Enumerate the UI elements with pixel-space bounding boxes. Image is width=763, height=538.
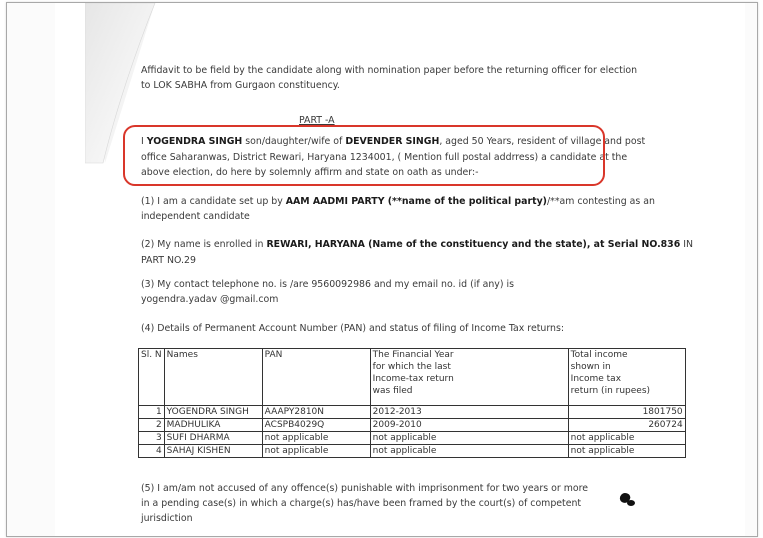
row-sl: 2 — [139, 419, 165, 432]
header-pan: PAN — [262, 349, 370, 406]
row-income: 1801750 — [568, 406, 685, 419]
pan-table — [138, 348, 686, 458]
ink-blot-icon — [627, 500, 635, 506]
row-income: not applicable — [568, 432, 685, 445]
row-pan: not applicable — [262, 432, 370, 445]
item-1-line-2: independent candidate — [141, 211, 250, 222]
table-row — [139, 445, 686, 458]
part-title: PART -A — [299, 115, 335, 126]
item-2-line-2: PART NO.29 — [141, 255, 196, 266]
header-names: Names — [164, 349, 262, 406]
item-4-line: (4) Details of Permanent Account Number (PAN) and status of filing of Income Tax returns: — [141, 323, 565, 334]
intro-line-2: to LOK SABHA from Gurgaon constituency. — [141, 80, 340, 91]
row-pan: not applicable — [262, 445, 370, 458]
row-sl: 4 — [139, 445, 165, 458]
row-name: YOGENDRA SINGH — [164, 406, 262, 419]
row-pan: ACSPB4029Q — [262, 419, 370, 432]
row-income: 260724 — [568, 419, 685, 432]
header-financial-year: The Financial Year for which the last Income-tax return was filed — [370, 349, 568, 406]
row-fy: 2012-2013 — [370, 406, 568, 419]
table-header-row — [139, 349, 686, 406]
row-fy: 2009-2010 — [370, 419, 568, 432]
item-3-line-1: (3) My contact telephone no. is /are 9560092986 and my email no. id (if any) is — [141, 279, 514, 290]
table-row — [139, 419, 686, 432]
party-name: AAM AADMI PARTY (**name of the political party) — [285, 196, 547, 207]
header-total-income: Total income shown in Income tax return (in rupees) — [568, 349, 685, 406]
candidate-name: YOGENDRA SINGH — [146, 136, 243, 147]
table-row — [139, 432, 686, 445]
item-5-line-2: in a pending case(s) in which a charge(s) has/have been framed by the court(s) of competent — [141, 498, 582, 509]
declaration-line-3: above election, do here by solemnly affirm and state on oath as under:- — [141, 167, 479, 178]
row-name: SUFI DHARMA — [164, 432, 262, 445]
highlight-box — [123, 125, 605, 186]
item-3-line-2: yogendra.yadav @gmail.com — [141, 294, 279, 305]
declaration-line-1: I YOGENDRA SINGH son/daughter/wife of DEVENDER SINGH, aged 50 Years, resident of village and post — [141, 136, 646, 147]
item-5-line-3: jurisdiction — [141, 513, 193, 524]
intro-line-1: Affidavit to be field by the candidate along with nomination paper before the returning officer for election — [141, 65, 638, 76]
row-fy: not applicable — [370, 432, 568, 445]
row-fy: not applicable — [370, 445, 568, 458]
father-name: DEVENDER SINGH — [345, 136, 440, 147]
header-sl: Sl. N — [139, 349, 165, 406]
row-name: SAHAJ KISHEN — [164, 445, 262, 458]
item-5-line-1: (5) I am/am not accused of any offence(s) punishable with imprisonment for two years or more — [141, 483, 589, 494]
item-2-line-1: (2) My name is enrolled in REWARI, HARYANA (Name of the constituency and the state), at Serial NO.836 IN — [141, 239, 693, 250]
declaration-line-2: office Saharanwas, District Rewari, Haryana 1234001, ( Mention full postal addrress) a candidate at the — [141, 152, 628, 163]
constituency: REWARI, HARYANA (Name of the constituency and the state), at Serial NO.836 — [266, 239, 681, 250]
document-viewer — [6, 2, 758, 537]
row-name: MADHULIKA — [164, 419, 262, 432]
row-sl: 1 — [139, 406, 165, 419]
item-1-line-1: (1) I am a candidate set up by AAM AADMI PARTY (**name of the political party)/**am contesting as an — [141, 196, 655, 207]
row-pan: AAAPY2810N — [262, 406, 370, 419]
row-income: not applicable — [568, 445, 685, 458]
table-row — [139, 406, 686, 419]
row-sl: 3 — [139, 432, 165, 445]
